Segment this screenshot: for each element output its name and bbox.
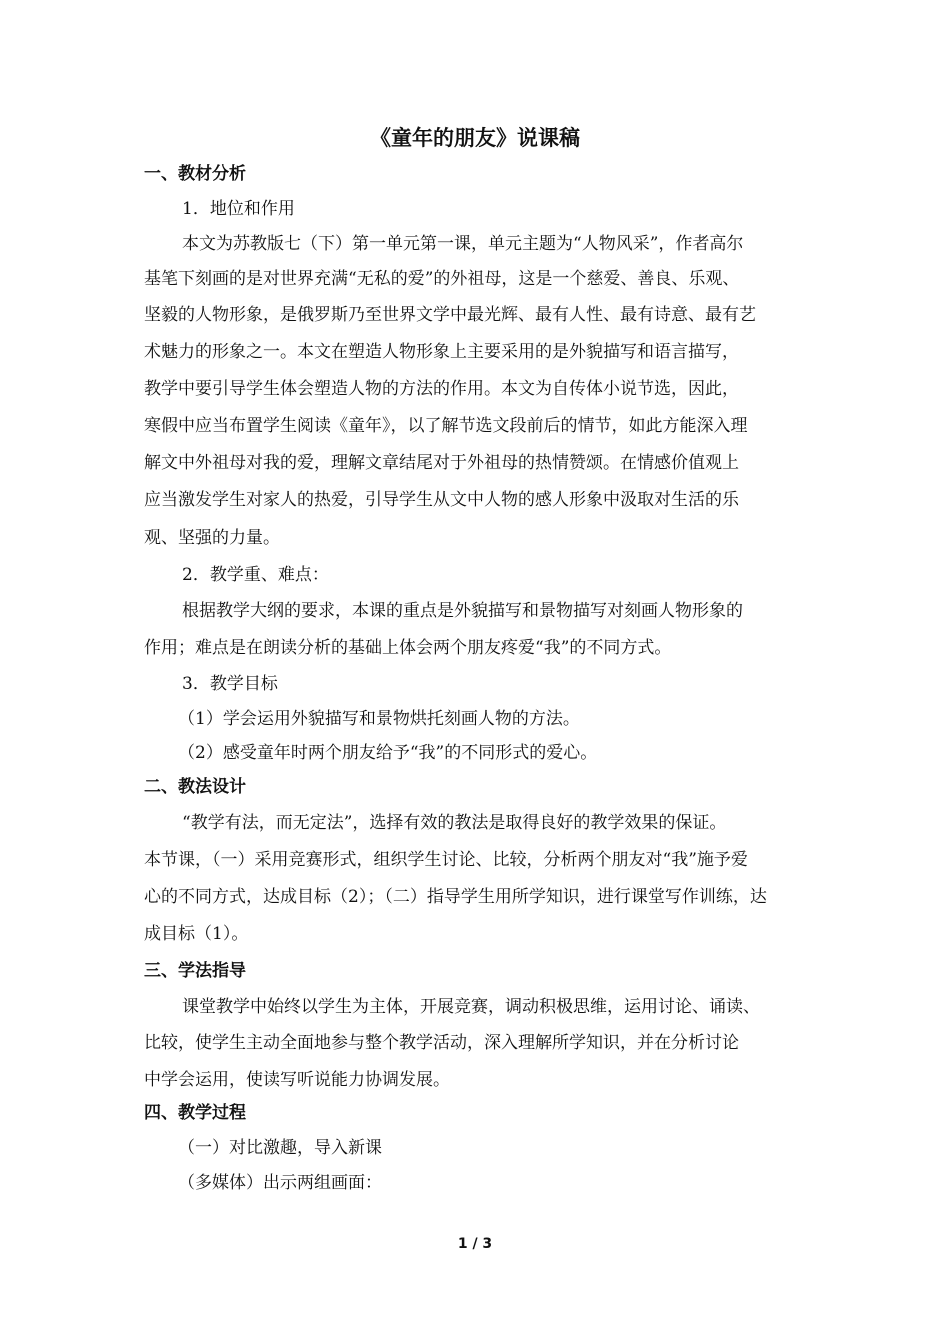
paragraph-line: 寒假中应当布置学生阅读《童年》，以了解节选文段前后的情节，如此方能深入理 [144,416,748,436]
paragraph-line: （多媒体）出示两组画面： [178,1173,382,1193]
paragraph-line: “教学有法，而无定法”，选择有效的教法是取得良好的教学效果的保证。 [182,813,727,833]
paragraph-line: 应当激发学生对家人的热爱，引导学生从文中人物的感人形象中汲取对生活的乐 [144,490,739,510]
paragraph-line: 坚毅的人物形象，是俄罗斯乃至世界文学中最光辉、最有人性、最有诗意、最有艺 [144,305,756,325]
paragraph-line: 术魅力的形象之一。本文在塑造人物形象上主要采用的是外貌描写和语言描写， [144,342,739,362]
page-number: 1 / 3 [457,1236,493,1252]
paragraph-line: 成目标（1）。 [144,924,249,944]
paragraph-line: 根据教学大纲的要求，本课的重点是外貌描写和景物描写对刻画人物形象的 [182,601,743,621]
paragraph-line: 课堂教学中始终以学生为主体，开展竞赛，调动积极思维，运用讨论、诵读、 [182,997,760,1017]
paragraph-line: 心的不同方式，达成目标（2）；（二）指导学生用所学知识，进行课堂写作训练，达 [144,887,767,907]
subheading-4: （一）对比激趣，导入新课 [178,1138,382,1158]
subheading-2: 2．教学重、难点： [182,565,329,585]
paragraph-line: 作用；难点是在朗读分析的基础上体会两个朋友疼爱“我”的不同方式。 [144,638,672,658]
paragraph-line: 教学中要引导学生体会塑造人物的方法的作用。本文为自传体小说节选，因此， [144,379,739,399]
objective-2: （2）感受童年时两个朋友给予“我”的不同形式的爱心。 [178,743,598,763]
paragraph-line: 比较，使学生主动全面地参与整个教学活动，深入理解所学知识，并在分析讨论 [144,1033,739,1053]
paragraph-line: 本节课，（一）采用竞赛形式，组织学生讨论、比较，分析两个朋友对“我”施予爱 [144,850,748,870]
subheading-3: 3．教学目标 [182,674,278,694]
heading-2: 二、教法设计 [144,777,246,797]
subheading-1: 1．地位和作用 [182,199,295,219]
document-title: 《童年的朋友》说课稿 [370,126,580,150]
objective-1: （1）学会运用外貌描写和景物烘托刻画人物的方法。 [178,709,580,729]
paragraph-line: 基笔下刻画的是对世界充满“无私的爱”的外祖母，这是一个慈爱、善良、乐观、 [144,269,740,289]
paragraph-line: 解文中外祖母对我的爱，理解文章结尾对于外祖母的热情赞颂。在情感价值观上 [144,453,739,473]
paragraph-line: 本文为苏教版七（下）第一单元第一课，单元主题为“人物风采”，作者高尔 [182,234,744,254]
paragraph-line: 观、坚强的力量。 [144,528,280,548]
heading-1: 一、教材分析 [144,164,246,184]
heading-3: 三、学法指导 [144,961,246,981]
paragraph-line: 中学会运用，使读写听说能力协调发展。 [144,1070,450,1090]
heading-4: 四、教学过程 [144,1103,246,1123]
